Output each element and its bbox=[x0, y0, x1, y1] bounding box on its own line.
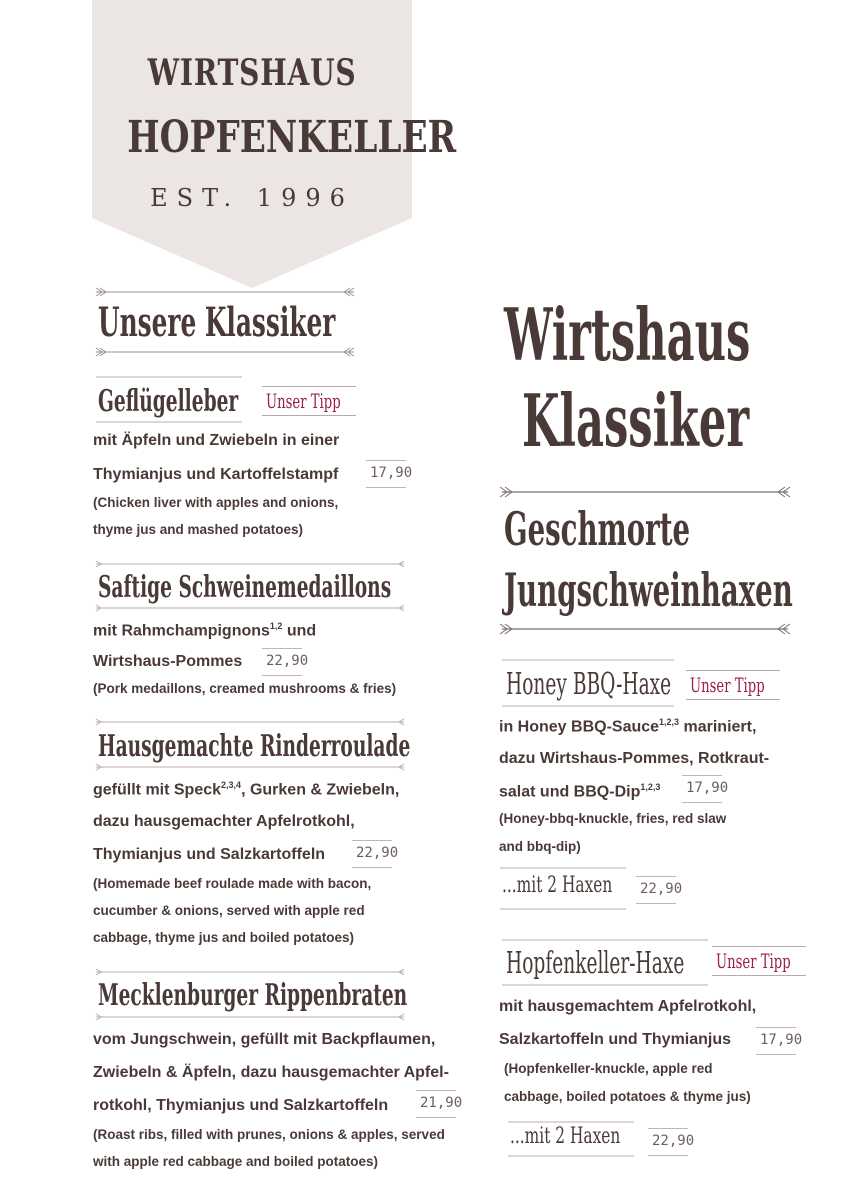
menu-item-name: Mecklenburger Rippenbraten bbox=[98, 978, 408, 1013]
menu-item-name: Hausgemachte Rinderroulade bbox=[98, 729, 411, 764]
item-english: (Pork medaillons, creamed mushrooms & fries) bbox=[93, 681, 397, 696]
section-title-unsere-klassiker: Unsere Klassiker bbox=[98, 299, 336, 346]
item-english: and bbq-dip) bbox=[499, 839, 581, 854]
column-heading-line1: Wirtshaus bbox=[504, 292, 751, 377]
item-description: mit Rahmchampignons$^{1,2}$ und bbox=[93, 621, 317, 640]
section-title-line2: Jungschweinhaxen bbox=[504, 563, 793, 617]
double-portion-price: 22,90 bbox=[652, 1133, 695, 1149]
item-rule bbox=[498, 905, 628, 915]
double-portion-price: 22,90 bbox=[640, 881, 683, 897]
double-portion-label: ...mit 2 Haxen bbox=[502, 873, 613, 898]
item-english: cabbage, boiled potatoes & thyme jus) bbox=[504, 1089, 751, 1104]
item-description: dazu Wirtshaus-Pommes, Rotkraut- bbox=[499, 750, 770, 767]
brand-established: EST. 1996 bbox=[150, 184, 354, 212]
item-rule bbox=[94, 1013, 406, 1023]
item-rule bbox=[94, 418, 244, 428]
item-english: cabbage, thyme jus and boiled potatoes) bbox=[93, 930, 355, 945]
item-rule bbox=[94, 560, 406, 570]
item-rule bbox=[500, 936, 710, 946]
unser-tipp-badge: Unser Tipp bbox=[266, 389, 341, 413]
brand-name-line2: HOPFENKELLER bbox=[127, 112, 457, 163]
unser-tipp-badge: Unser Tipp bbox=[716, 949, 791, 973]
divider-rule bbox=[498, 486, 792, 496]
item-english: (Homemade beef roulade made with bacon, bbox=[93, 876, 372, 891]
item-price: 17,90 bbox=[370, 465, 413, 481]
item-description: Salzkartoffeln und Thymianjus bbox=[499, 1031, 732, 1048]
item-description: salat und BBQ-Dip$^{1,2,3}$ bbox=[499, 782, 661, 801]
item-rule bbox=[500, 702, 676, 712]
item-rule bbox=[94, 373, 244, 383]
item-english: (Hopfenkeller-knuckle, apple red bbox=[504, 1061, 713, 1076]
item-description: dazu hausgemachter Apfelrotkohl, bbox=[93, 813, 355, 830]
item-price: 22,90 bbox=[356, 845, 399, 861]
item-rule bbox=[94, 718, 406, 728]
item-english: (Roast ribs, filled with prunes, onions & apples, served bbox=[93, 1127, 445, 1142]
item-description: Zwiebeln & Äpfeln, dazu hausgemachter Apfel- bbox=[93, 1064, 449, 1081]
menu-item-name: Hopfenkeller-Haxe bbox=[506, 946, 685, 981]
item-description: Wirtshaus-Pommes bbox=[93, 653, 243, 670]
item-rule bbox=[500, 656, 676, 666]
item-description: rotkohl, Thymianjus und Salzkartoffeln bbox=[93, 1097, 389, 1114]
unser-tipp-badge: Unser Tipp bbox=[690, 673, 765, 697]
item-english: (Honey-bbq-knuckle, fries, red slaw bbox=[499, 811, 727, 826]
menu-item-name: Geflügelleber bbox=[98, 384, 239, 419]
divider-rule bbox=[94, 347, 356, 357]
divider-rule bbox=[94, 287, 356, 297]
item-rule bbox=[94, 968, 406, 978]
item-rule bbox=[500, 981, 710, 991]
item-price: 17,90 bbox=[760, 1032, 803, 1048]
column-heading-line2: Klassiker bbox=[522, 378, 750, 463]
item-description: in Honey BBQ-Sauce$^{1,2,3}$ mariniert, bbox=[499, 717, 757, 736]
item-english: with apple red cabbage and boiled potatoes) bbox=[93, 1154, 379, 1169]
item-description: mit Äpfeln und Zwiebeln in einer bbox=[93, 432, 340, 449]
item-description: mit hausgemachtem Apfelrotkohl, bbox=[499, 998, 757, 1015]
item-price: 21,90 bbox=[420, 1095, 463, 1111]
item-rule bbox=[506, 1152, 636, 1162]
item-price: 22,90 bbox=[266, 653, 309, 669]
item-english: (Chicken liver with apples and onions, bbox=[93, 495, 339, 510]
item-price: 17,90 bbox=[686, 780, 729, 796]
logo-banner bbox=[92, 0, 457, 288]
brand-name-line1: WIRTSHAUS bbox=[147, 52, 357, 94]
menu-item-name: Saftige Schweinemedaillons bbox=[98, 570, 392, 605]
item-description: Thymianjus und Salzkartoffeln bbox=[93, 846, 326, 863]
item-description: gefüllt mit Speck$^{2,3,4}$, Gurken & Zwiebeln, bbox=[93, 780, 400, 799]
item-english: cucumber & onions, served with apple red bbox=[93, 903, 365, 918]
item-english: thyme jus and mashed potatoes) bbox=[93, 522, 304, 537]
menu-item-name: Honey BBQ-Haxe bbox=[506, 667, 672, 702]
item-description: Thymianjus und Kartoffelstampf bbox=[93, 466, 339, 483]
item-rule bbox=[94, 763, 406, 773]
item-rule bbox=[94, 604, 406, 614]
item-description: vom Jungschwein, gefüllt mit Backpflaumen, bbox=[93, 1031, 436, 1048]
section-title-line1: Geschmorte bbox=[504, 502, 691, 556]
double-portion-label: ...mit 2 Haxen bbox=[510, 1124, 621, 1149]
divider-rule bbox=[498, 623, 792, 633]
